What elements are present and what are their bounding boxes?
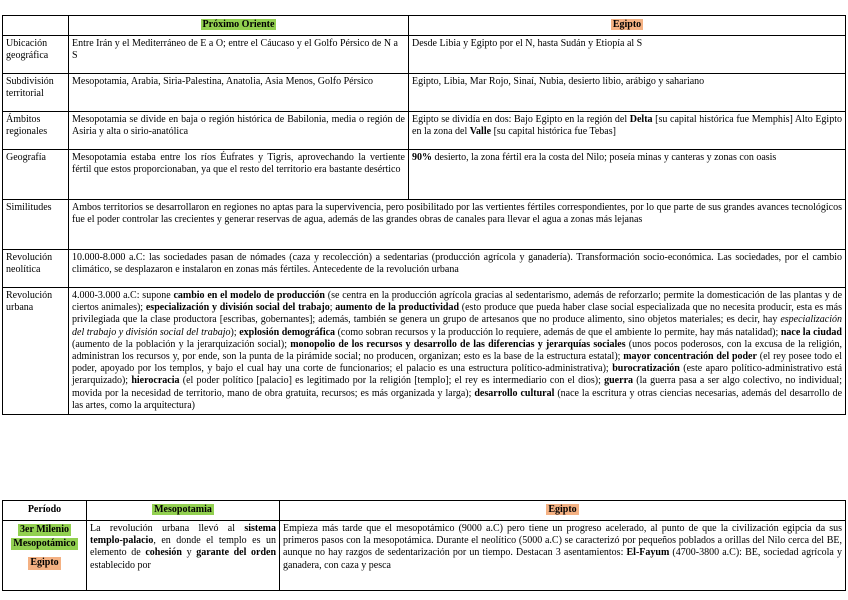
header-proximo-oriente-label: Próximo Oriente [202,19,275,31]
row-label: Ámbitos regionales [3,112,69,150]
text-run: [su capital histórica fue Memphis] Alto Egipto en la zona del [412,114,842,138]
bold-term: Valle [469,126,492,138]
bold-term: cohesión [145,547,182,559]
cell-revolucion-neolitica: 10.000-8.000 a.C: las sociedades pasan de nómades (caza y recolección) a sedentarias (producción agrícola y ganadería). Transformación socio-económica. Las sociedades, por el cambio climático, se desplazaron e instalaron en zonas más fértiles. Antecedente de la revolución urbana [69,250,846,288]
row-label: Subdivisión territorial [3,74,69,112]
header-proximo-oriente [69,16,409,36]
cell-egipto [409,112,846,150]
table-row [3,74,846,112]
italic-term: especialización del trabajo y división social del trabajo [72,314,842,338]
bold-term: aumento de la productividad [335,302,460,314]
text-run: [su capital histórica fue Tebas] [491,126,616,138]
text-run: ; [329,302,336,314]
text-run: (unos pocos poderosos, con la excusa de la religión, administran los recursos y, por ende, son la punta de la pirámide social; no producen, organizan; esto es la base de la estructura estatal); [72,338,842,363]
cell-egipto: Desde Libia y Egipto por el N, hasta Sudán y Etiopía al S [409,36,846,74]
header-empty [3,16,69,36]
header-egipto-label: Egipto [612,19,642,31]
cell-egipto: Egipto, Libia, Mar Rojo, Sinaí, Nubia, desierto libio, arábigo y sahariano [409,74,846,112]
cell-egipto [409,150,846,200]
header-egipto [280,501,846,521]
text-run: (la guerra pasa a ser algo colectivo, no individual; movida por la necesidad de territorio, mano de obra gratuita, recursos; es más organizada y larga); [72,375,842,399]
cell-mesopotamia [87,521,280,591]
table-row [3,521,846,591]
table-header-row [3,501,846,521]
cell-proximo-oriente: Mesopotamia, Arabia, Siria-Palestina, Anatolia, Asia Menos, Golfo Pérsico [69,74,409,112]
bold-term: guerra [604,375,634,387]
bold-term: nace la ciudad [780,326,842,338]
table-header-row [3,16,846,36]
text-run: (como sobran recursos y la producción lo requiere, además de que el ambiente lo permite, hay más natalidad); [335,326,781,338]
cell-egipto [280,521,846,591]
bold-term: mayor concentración del poder [623,351,757,363]
text-run: (el rey posee todo el poder, apoyado por los templos, y bajo el cual hay una corte de funcionarios; el palacio es una estructura político-administrativa); [72,351,842,375]
header-mesopotamia-label: Mesopotamia [154,504,212,516]
text-run: Empieza más tarde que el mesopotámico (9000 a.C) pero tiene un progreso acelerado, al punto de que la civilización egipcia da sus primeros pasos con la mesopotámica. Durante el neolítico (5000 a.C) se caracterizó por pequeños poblados a orillas del Nilo cerca del BE, aunque no hay razgos de sedentarización por un tiempo. Destacan 3 asentamientos: [283,523,842,559]
bold-term: explosión demográfica [239,326,336,338]
bold-term: 90% [412,152,432,163]
header-mesopotamia [87,501,280,521]
table-row [3,200,846,250]
row-label: Ubicación geográfica [3,36,69,74]
bold-term: Delta [629,114,653,125]
bold-term: burocratización [612,363,680,375]
text-run: desierto, la zona fértil era la costa del Nilo; poseía minas y canteras y zonas con oasis [432,152,777,163]
period-table [2,500,846,591]
bold-term: cambio en el modelo de producción [173,290,325,301]
row-label: Revolución neolítica [3,250,69,288]
cell-proximo-oriente: Entre Irán y el Mediterráneo de E a O; entre el Cáucaso y el Golfo Pérsico de N a S [69,36,409,74]
text-run: (esto produce que pueda haber clase social especializada que no necesita producir, esta es más privilegiada que la clase productora [escribas, gobernantes]; además, también se genera un grupo de artesanos que no produce alimento, sino objetos materiales; es decir, hay [72,302,843,326]
table-row [3,112,846,150]
comparison-table [2,15,846,415]
cell-periodo [3,521,87,591]
table-row [3,36,846,74]
text-run: establecido por [90,559,151,571]
text-run: (4700-3800 a.C): BE, sociedad agrícola y ganadera, con caza y pesca [283,547,843,571]
row-label: Geografía [3,150,69,200]
text-run: (aumento de la población y la jerarquización social); [72,338,291,350]
table-row [3,288,846,415]
cell-revolucion-urbana [69,288,846,415]
period-label-meso-1: 3er Milenio [20,524,69,535]
bold-term: hierocracia [131,375,180,387]
text-run: La revolución urbana llevó al [90,523,245,534]
bold-term: El-Fayum [626,547,670,559]
cell-proximo-oriente: Mesopotamia se divide en baja o región histórica de Babilonia, media o región de Asiria y alta o sirio-anatólica [69,112,409,150]
bold-term: desarrollo cultural [474,387,555,399]
header-egipto-label: Egipto [548,504,577,516]
cell-similitudes: Ambos territorios se desarrollaron en regiones no aptas para la supervivencia, pero posibilitado por las vertientes fértiles correspondientes, por lo que parte de sus grandes avances tecnológicos fue el poder controlar las crecientes y generar reservas de agua, además de las grandes obras de canales para llevar el agua a zonas más lejanas [69,200,846,250]
period-label-meso-2: Mesopotámico [13,538,76,550]
text-run: (nace la escritura y otras ciencias necesarias, además del desarrollo de las artes, como la arquitectura) [72,387,843,411]
text-run: (el poder político [palacio] es legitimado por la religión [templo]; el rey es intermediario con el dios); [179,375,605,387]
header-egipto [409,16,846,36]
text-run: Egipto se dividía en dos: Bajo Egipto en la región del [412,114,630,125]
text-run: y [182,547,197,559]
text-run: , en donde el templo es un elemento de [90,535,276,559]
bold-term: especialización y división social del trabajo [145,302,330,314]
period-label-egipto: Egipto [30,557,59,569]
text-run: ); [230,326,240,338]
bold-term: monopolio de los recursos y desarrollo de las diferencias y jerarquías sociales [290,338,626,350]
header-periodo: Período [3,501,87,521]
table-row [3,150,846,200]
row-label: Similitudes [3,200,69,250]
table-row [3,250,846,288]
bold-term: garante del orden [196,547,277,559]
text-run: (se centra en la producción agrícola gracias al sedentarismo, además de reforzarlo; permite la domesticación de las plantas y de ciertos animales); [72,290,843,314]
text-run: (este aparo político-administrativo está jerarquizado); [72,363,843,387]
cell-proximo-oriente: Mesopotamia estaba entre los ríos Éufrates y Tigris, aprovechando la vertiente fértil que estos proporcionaban, ya que el resto del territorio era bastante desértico [69,150,409,200]
text-run: 4.000-3.000 a.C: supone [72,290,174,301]
bold-term: sistema templo-palacio [90,523,276,547]
row-label: Revolución urbana [3,288,69,415]
